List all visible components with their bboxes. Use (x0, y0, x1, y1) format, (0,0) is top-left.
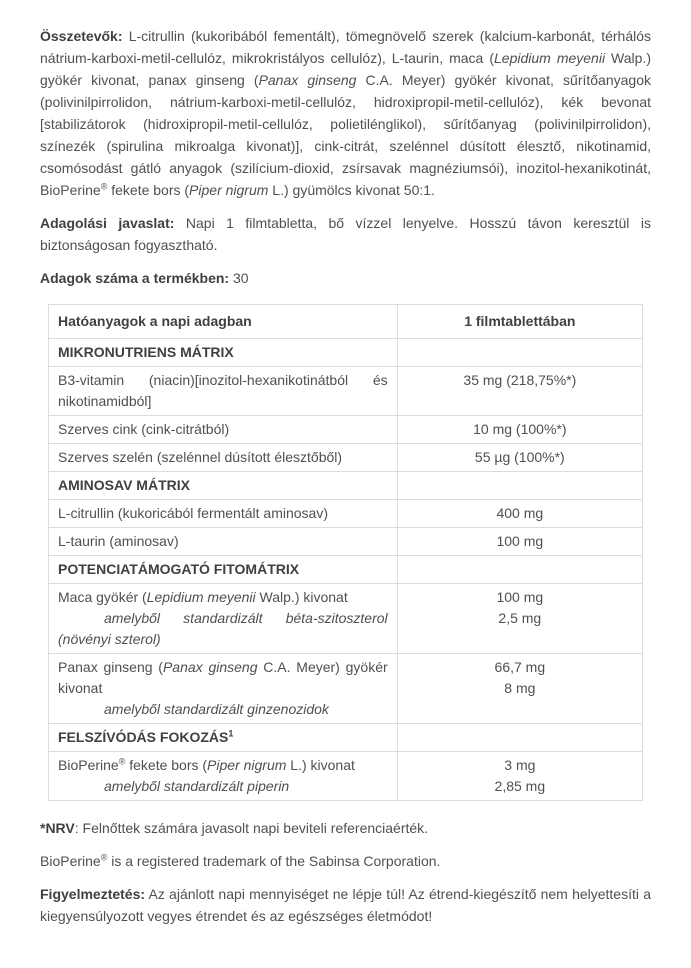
amount-cell (397, 416, 642, 444)
ingredient-name (58, 559, 388, 580)
text-segment: L-citrullin (kukoricából fermentált aminosav) (58, 505, 328, 521)
text-segment: fekete bors ( (107, 182, 190, 198)
ingredient-name (58, 503, 388, 524)
amount-value: 66,7 mg (494, 659, 546, 675)
text-segment: Összetevők: (40, 28, 123, 44)
section-title-cell (49, 472, 398, 500)
amount-value: 400 mg (496, 505, 544, 521)
ingredient-cell (49, 584, 398, 654)
table-row (49, 528, 643, 556)
text-segment: Napi 1 filmtabletta, bő vízzel lenyelve. Hosszú távon keresztül is biztonságosan fogyasztható. (40, 215, 651, 253)
text-segment: Panax ginseng (258, 72, 357, 88)
section-title-cell (49, 339, 398, 367)
text-segment: Szerves cink (cink-citrátból) (58, 421, 230, 437)
text-segment: amelyből standardizált piperin (104, 778, 290, 794)
table-section-row (49, 724, 643, 752)
amount-value: 100 mg (496, 533, 544, 549)
amount-cell (397, 444, 642, 472)
table-header-row (49, 305, 643, 339)
ingredient-name (58, 370, 388, 412)
text-segment: B3-vitamin (niacin)[inozitol-hexanikotinátból és nikotinamidból] (58, 372, 388, 409)
section-title-cell (49, 556, 398, 584)
text-segment: Adagolási javaslat: (40, 215, 175, 231)
amount-value: 8 mg (504, 680, 536, 696)
text-segment: Piper nigrum (189, 182, 269, 198)
table-header-ingredients (49, 305, 398, 339)
text-segment: ® (118, 756, 126, 767)
text-segment: BioPerine (58, 757, 119, 773)
ingredient-name (58, 419, 388, 440)
ingredient-name (58, 531, 388, 552)
text-segment: MIKRONUTRIENS MÁTRIX (58, 344, 234, 360)
nutrition-table-wrap (48, 304, 643, 801)
ingredients-paragraph (40, 25, 651, 201)
ingredient-cell (49, 444, 398, 472)
text-segment: Walp.) kivonat (255, 589, 348, 605)
text-segment: amelyből standardizált ginzenozidok (104, 701, 329, 717)
text-segment: C.A. Meyer) gyökér kivonat, sűrítőanyagok (polivinilpirrolidon, nátrium-karboxi-metil-cellulóz, hidroxipropil-metil-cellulóz), kék bevonat [stabilizátorok (hidroxipropil-metil-cellulóz, polietilénglikol), sűrítőanyag (polivinilpirrolidon), színezék (spirulina mikroalga kivonat)], cink-citrát, szelénnel dúsított élesztő, nikotinamid, csomósodást gátló anyagok (szilícium-dioxid, zsírsavak magnéziumsói), inozitol-hexanikotinát, BioPerine (40, 72, 651, 198)
text-segment: Lepidium meyenii (146, 589, 256, 605)
ingredient-name (58, 755, 388, 776)
amount-value: 35 mg (218,75%*) (463, 372, 577, 388)
ingredient-cell (49, 367, 398, 416)
text-segment: is a registered trademark of the Sabinsa Corporation. (107, 853, 441, 869)
text-segment: ® (100, 181, 108, 192)
trademark-footnote (40, 850, 651, 872)
amount-value: 3 mg (504, 757, 536, 773)
table-section-row (49, 472, 643, 500)
table-row (49, 444, 643, 472)
dosage-paragraph (40, 212, 651, 256)
amount-cell (397, 556, 642, 584)
amount-cell (397, 752, 642, 801)
ingredient-cell (49, 500, 398, 528)
table-header-per-tablet (397, 305, 642, 339)
text-segment: *NRV (40, 820, 75, 836)
table-section-row (49, 556, 643, 584)
table-section-row (49, 339, 643, 367)
amount-cell (397, 500, 642, 528)
nutrition-facts-table (48, 304, 643, 801)
text-segment: 30 (229, 270, 249, 286)
warning-paragraph (40, 883, 651, 927)
table-row (49, 654, 643, 724)
amount-value: 10 mg (100%*) (473, 421, 567, 437)
ingredient-cell (49, 752, 398, 801)
amount-cell (397, 654, 642, 724)
amount-cell (397, 339, 642, 367)
amount-value: 55 µg (100%*) (474, 449, 565, 465)
text-segment: AMINOSAV MÁTRIX (58, 477, 190, 493)
ingredient-name (58, 447, 388, 468)
text-segment: ® (100, 852, 108, 863)
table-row (49, 416, 643, 444)
amount-cell (397, 724, 642, 752)
amount-value: 100 mg (496, 589, 544, 605)
amount-cell (397, 367, 642, 416)
standardized-content-line (58, 699, 388, 720)
ingredient-cell (49, 416, 398, 444)
ingredient-name (58, 475, 388, 496)
section-title-cell (49, 724, 398, 752)
ingredient-name (58, 342, 388, 363)
text-segment: Maca gyökér ( (58, 589, 147, 605)
table-row (49, 500, 643, 528)
standardized-content-line (58, 608, 388, 650)
text-segment: POTENCIATÁMOGATÓ FITOMÁTRIX (58, 561, 300, 577)
text-segment: Walp.) gyökér kivonat, panax ginseng ( (40, 50, 651, 88)
text-segment: Figyelmeztetés: (40, 886, 146, 902)
table-row (49, 367, 643, 416)
text-segment: 1 filmtablettában (464, 313, 576, 329)
amount-value: 2,85 mg (494, 778, 546, 794)
text-segment: L-citrullin (kukoribából fementált), tömegnövelő szerek (kalcium-karbonát, térhálós nátrium-karboxi-metil-cellulóz, mikrokristályos cellulóz), L-taurin, maca ( (40, 28, 651, 66)
amount-cell (397, 528, 642, 556)
text-segment: Panax ginseng (162, 659, 258, 675)
text-segment: Hatóanyagok a napi adagban (58, 313, 252, 329)
text-segment: L.) kivonat (286, 757, 355, 773)
text-segment: L.) gyümölcs kivonat 50:1. (268, 182, 435, 198)
ingredient-name (58, 657, 388, 699)
text-segment: BioPerine (40, 853, 101, 869)
text-segment: Lepidium meyenii (494, 50, 606, 66)
amount-cell (397, 584, 642, 654)
ingredient-name (58, 587, 388, 608)
servings-count-line (40, 267, 651, 289)
text-segment: amelyből standardizált béta-szitoszterol (növényi szterol) (58, 610, 388, 647)
text-segment: C.A. Meyer) gyökér kivonat (58, 659, 388, 696)
nrv-footnote (40, 817, 651, 839)
amount-value: 2,5 mg (498, 610, 542, 626)
amount-cell (397, 472, 642, 500)
ingredient-name (58, 727, 388, 748)
table-row (49, 584, 643, 654)
table-row (49, 752, 643, 801)
text-segment: Az ajánlott napi mennyiséget ne lépje túl! Az étrend-kiegészítő nem helyettesíti a kiegyensúlyozott vegyes étrendet és az egészséges életmódot! (40, 886, 651, 924)
text-segment: L-taurin (aminosav) (58, 533, 179, 549)
text-segment: Panax ginseng ( (58, 659, 163, 675)
text-segment: : Felnőttek számára javasolt napi beviteli referenciaérték. (74, 820, 429, 836)
text-segment: Szerves szelén (szelénnel dúsított élesztőből) (58, 449, 343, 465)
text-segment: fekete bors ( (125, 757, 208, 773)
ingredient-cell (49, 528, 398, 556)
text-segment: FELSZÍVÓDÁS FOKOZÁS (58, 729, 229, 745)
text-segment: Adagok száma a termékben: (40, 270, 230, 286)
standardized-content-line (58, 776, 388, 797)
text-segment: Piper nigrum (207, 757, 287, 773)
ingredient-cell (49, 654, 398, 724)
text-segment: 1 (228, 728, 234, 739)
